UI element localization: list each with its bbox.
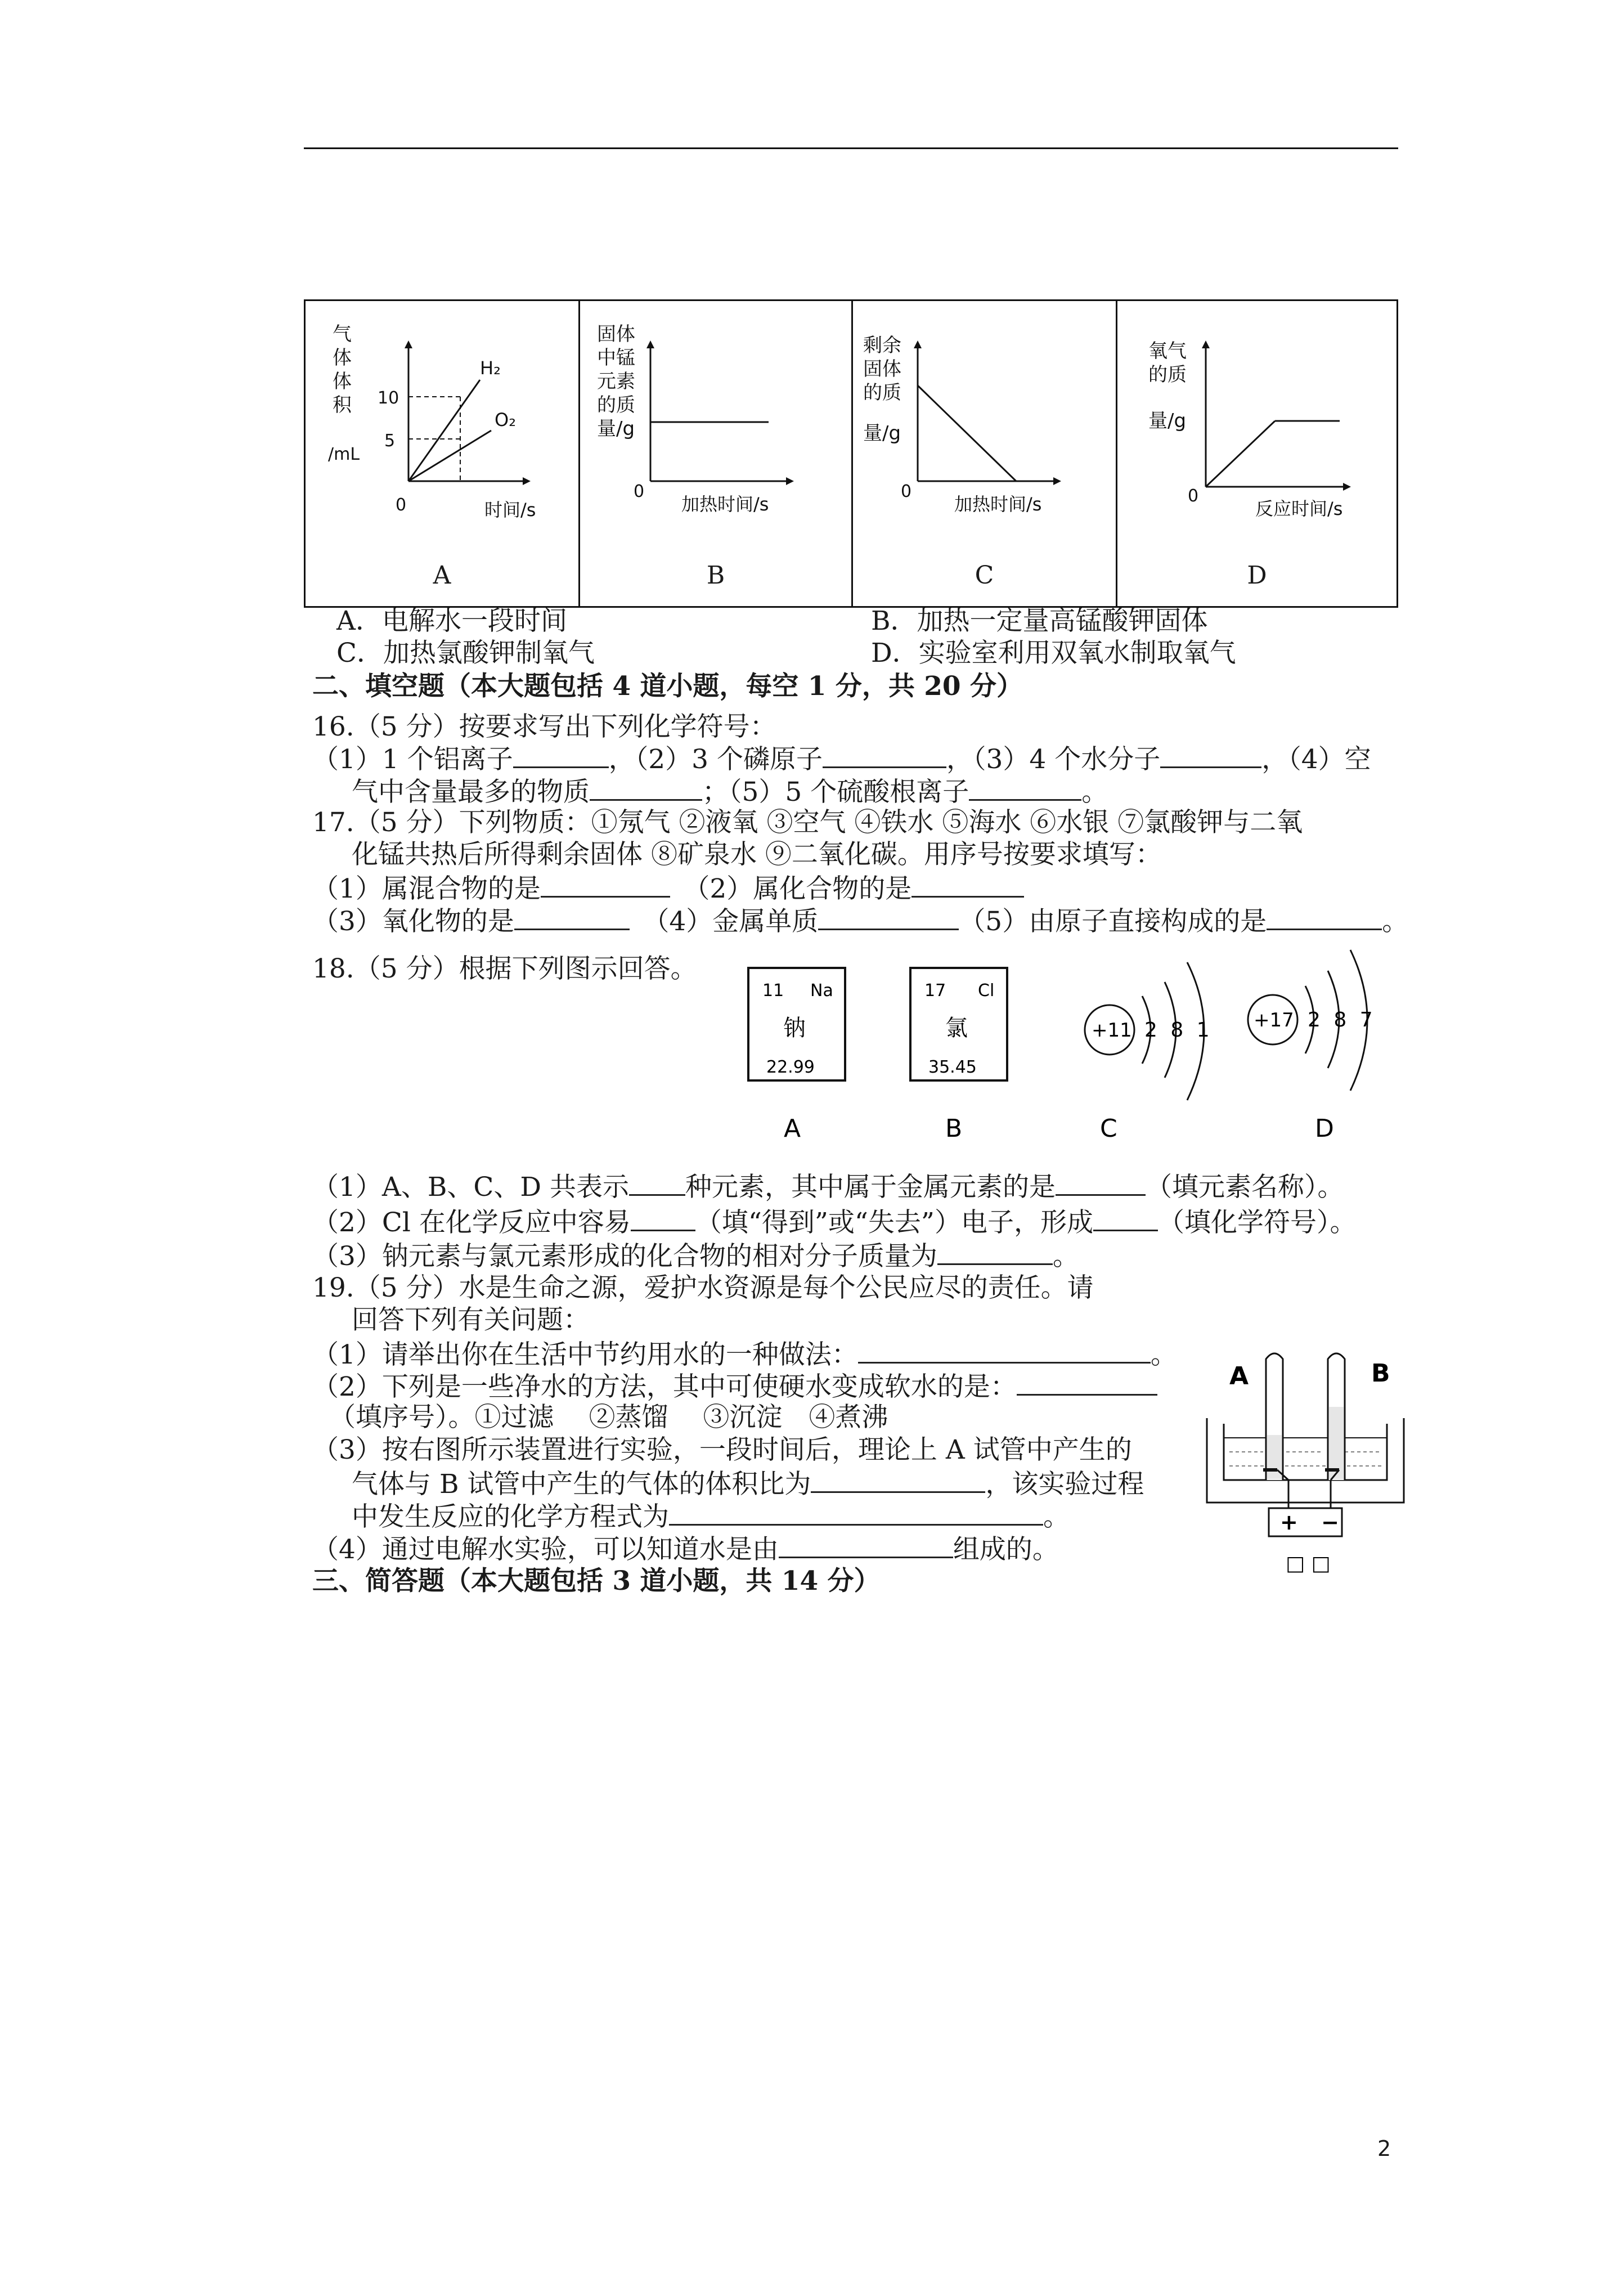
element-card-cl [910, 968, 1007, 1080]
q17-blank-4[interactable] [818, 906, 959, 930]
q19-line8 [352, 1501, 1070, 1530]
option-c: C．加热氯酸钾制氧气 [336, 638, 595, 669]
electrolysis-apparatus [1196, 1339, 1421, 1576]
graph-a-ylabel-5: /mL [328, 445, 360, 464]
q17-blank-3[interactable] [514, 906, 630, 930]
graph-a-origin: 0 [396, 495, 407, 515]
atom-cl-shells: 2 8 7 [1308, 1008, 1376, 1032]
atom-cl-nucleus: +17 [1254, 1009, 1294, 1032]
apparatus-caption: □ □ [1286, 1552, 1331, 1575]
q19-line5: （填序号）。①过滤 ②蒸馏 ③沉淀 ④煮沸 [329, 1402, 888, 1433]
q16-line2 [352, 777, 1108, 808]
tube-b-label: B [1371, 1359, 1390, 1388]
q17-line4 [312, 906, 1408, 935]
q19-text-3: （2）下列是一些净水的方法，其中可使硬水变成软水的是： [312, 1371, 1017, 1402]
q17-blank-2[interactable] [911, 873, 1024, 898]
graph-c-ylabel-1: 剩余 [863, 334, 901, 357]
graph-a-tick-10: 10 [378, 388, 399, 408]
graph-a-xlabel: 时间/s [484, 499, 536, 521]
graph-table [304, 299, 1398, 608]
q18-stem: 18.（5 分）根据下列图示回答。 [312, 953, 697, 984]
graph-a-ylabel-4: 积 [333, 394, 352, 416]
q18-blank-5[interactable] [937, 1241, 1053, 1265]
q16-text-1: （1）1 个铝离子 [312, 744, 513, 775]
graph-cell-a [306, 301, 580, 606]
q17-blank-1[interactable] [541, 873, 670, 898]
q16-text-6: ；（5）5 个硫酸根离子 [702, 777, 969, 808]
q17-text-4: （4）金属单质 [655, 906, 819, 937]
q19-line4 [312, 1371, 1157, 1400]
graph-b-xlabel: 加热时间/s [681, 494, 769, 515]
q19-line9 [312, 1534, 1059, 1563]
graph-a-ylabel-1: 气 [333, 323, 352, 346]
section3-title: 三、简答题（本大题包括 3 道小题，共 14 分） [312, 1566, 881, 1597]
card-cl-symbol: Cl [978, 981, 995, 1001]
q17-blank-5[interactable] [1267, 906, 1382, 930]
graph-c-ylabel-3: 的质 [863, 382, 901, 404]
graph-d-ylabel-2: 的质 [1148, 364, 1187, 386]
graph-d-origin: 0 [1188, 486, 1199, 506]
q18-label-b: B [945, 1114, 963, 1143]
q16-text-3: ，（3）4 个水分子 [946, 744, 1161, 775]
graph-b-ylabel-1: 固体 [597, 323, 635, 346]
q19-text-8: （4）通过电解水实验，可以知道水是由 [312, 1534, 779, 1565]
q18-text-8: 。 [1052, 1241, 1079, 1272]
option-d: D．实验室利用双氧水制取氧气 [871, 638, 1236, 669]
q17-text-2: （2）属化合物的是 [696, 873, 912, 904]
q19-text-5: ，该实验过程 [985, 1469, 1144, 1500]
q19-blank-2[interactable] [1017, 1371, 1157, 1396]
q18-blank-4[interactable] [1093, 1207, 1158, 1231]
graph-c-xlabel: 加热时间/s [954, 494, 1042, 515]
q16-blank-5[interactable] [969, 777, 1081, 801]
q18-text-2: 种元素，其中属于金属元素的是 [685, 1172, 1056, 1203]
q17-line1: 17.（5 分）下列物质：①氖气 ②液氧 ③空气 ④铁水 ⑤海水 ⑥水银 ⑦氯酸钾与二氧 [312, 807, 1303, 838]
card-na-symbol: Na [810, 981, 833, 1001]
card-cl-mass: 35.45 [928, 1057, 977, 1077]
graph-d [1117, 301, 1397, 605]
atom-structure-na [1085, 962, 1213, 1100]
atom-na-shells: 2 8 1 [1144, 1019, 1213, 1042]
graph-a-ylabel-3: 体 [333, 370, 352, 393]
q18-blank-2[interactable] [1056, 1172, 1146, 1196]
q18-label-d: D [1315, 1114, 1334, 1143]
graph-b-ylabel-4: 的质 [597, 394, 635, 416]
q18-line2 [312, 1207, 1356, 1236]
q19-line2: 回答下列有关问题： [352, 1304, 590, 1335]
graph-b-ylabel-2: 中锰 [597, 347, 635, 369]
card-na-mass: 22.99 [766, 1057, 815, 1077]
atom-na-nucleus: +11 [1092, 1019, 1132, 1042]
q18-label-c: C [1100, 1114, 1117, 1143]
graph-d-ylabel-3: 量/g [1148, 410, 1187, 432]
graph-b-ylabel-3: 元素 [597, 370, 635, 393]
q19-blank-5[interactable] [779, 1534, 953, 1558]
q19-text-7: 。 [1043, 1501, 1070, 1532]
option-b: B．加热一定量高锰酸钾固体 [871, 606, 1208, 636]
q16-blank-2[interactable] [823, 744, 946, 768]
q19-line1: 19.（5 分）水是生命之源，爱护水资源是每个公民应尽的责任。请 [312, 1272, 1094, 1303]
battery-terminals: + − [1280, 1510, 1347, 1535]
graph-cell-d [1117, 301, 1397, 606]
q19-line3 [312, 1339, 1177, 1368]
q16-stem: 16.（5 分）按要求写出下列化学符号： [312, 711, 776, 742]
q18-line3 [312, 1241, 1079, 1270]
graph-cell-b [580, 301, 853, 606]
q19-blank-1[interactable] [858, 1339, 1151, 1364]
q18-text-7: （3）钠元素与氯元素形成的化合物的相对分子质量为 [312, 1241, 937, 1272]
graph-c-ylabel-2: 固体 [863, 358, 901, 380]
graph-c-ylabel-4: 量/g [863, 422, 901, 445]
q19-line6: （3）按右图所示装置进行实验，一段时间后，理论上 A 试管中产生的 [312, 1434, 1132, 1465]
q19-text-4: 气体与 B 试管中产生的气体的体积比为 [352, 1469, 811, 1500]
graph-d-label: D [1247, 561, 1267, 590]
graph-b-ylabel-5: 量/g [597, 418, 635, 440]
q16-blank-3[interactable] [1160, 744, 1261, 768]
graph-cell-c [853, 301, 1117, 606]
graph-a [306, 301, 580, 605]
graph-b-origin: 0 [634, 482, 645, 501]
graph-c [853, 301, 1117, 605]
q17-line3 [312, 873, 1024, 902]
q16-line1 [312, 744, 1371, 773]
graph-c-label: C [975, 561, 994, 590]
q18-blank-3[interactable] [631, 1207, 695, 1231]
q18-text-4: （2）Cl 在化学反应中容易 [312, 1207, 631, 1238]
graph-d-xlabel: 反应时间/s [1255, 498, 1343, 519]
q19-text-2: 。 [1150, 1339, 1177, 1370]
graph-b-label: B [706, 561, 725, 590]
graph-a-series-o2: O₂ [495, 409, 517, 430]
graph-a-label: A [433, 561, 451, 590]
q18-text-6: （填化学符号）。 [1157, 1207, 1357, 1238]
q18-text-5: （填“得到”或“失去”）电子，形成 [695, 1207, 1093, 1238]
q19-text-9: 组成的。 [953, 1534, 1059, 1565]
atom-structure-cl [1248, 950, 1376, 1091]
q18-blank-1[interactable] [629, 1172, 685, 1196]
q16-blank-1[interactable] [513, 744, 609, 768]
q17-line2: 化锰共热后所得剩余固体 ⑧矿泉水 ⑨二氧化碳。用序号按要求填写： [352, 839, 1162, 870]
card-cl-number: 17 [924, 981, 946, 1001]
graph-d-ylabel-1: 氧气 [1148, 340, 1187, 362]
q16-text-2: ，（2）3 个磷原子 [608, 744, 823, 775]
q18-text-3: （填元素名称）。 [1145, 1172, 1344, 1203]
q18-label-a: A [784, 1114, 801, 1143]
graph-a-tick-5: 5 [384, 431, 396, 451]
element-card-na [748, 968, 845, 1080]
q19-text-6: 中发生反应的化学方程式为 [352, 1501, 669, 1532]
q19-blank-3[interactable] [811, 1469, 985, 1493]
section2-title: 二、填空题（本大题包括 4 道小题，每空 1 分，共 20 分） [312, 671, 1023, 702]
q18-line1 [312, 1172, 1344, 1203]
tube-a-label: A [1229, 1362, 1249, 1391]
q19-line7 [352, 1469, 1144, 1500]
q19-blank-4[interactable] [669, 1501, 1043, 1526]
q17-text-5: （5）由原子直接构成的是 [959, 906, 1267, 937]
option-a: A．电解水一段时间 [336, 606, 567, 636]
card-na-name: 钠 [783, 1015, 806, 1041]
q16-text-4: ，（4）空 [1261, 744, 1371, 775]
q16-blank-4[interactable] [590, 777, 702, 801]
graph-c-origin: 0 [901, 482, 912, 501]
q18-text-1: （1）A、B、C、D 共表示 [312, 1172, 629, 1203]
page-number: 2 [1377, 2136, 1391, 2161]
graph-a-ylabel-2: 体 [333, 347, 352, 369]
graph-b [580, 301, 853, 605]
card-cl-name: 氯 [945, 1015, 968, 1041]
q16-text-7: 。 [1081, 777, 1108, 808]
q17-text-3: （3）氧化物的是 [312, 906, 514, 937]
card-na-number: 11 [762, 981, 784, 1001]
graph-a-series-h2: H₂ [480, 357, 501, 379]
q17-text-1: （1）属混合物的是 [312, 873, 541, 904]
q19-text-1: （1）请举出你在生活中节约用水的一种做法： [312, 1339, 858, 1370]
header-rule [304, 147, 1398, 149]
q17-text-6: 。 [1382, 906, 1409, 937]
q16-text-5: 气中含量最多的物质 [352, 777, 590, 808]
